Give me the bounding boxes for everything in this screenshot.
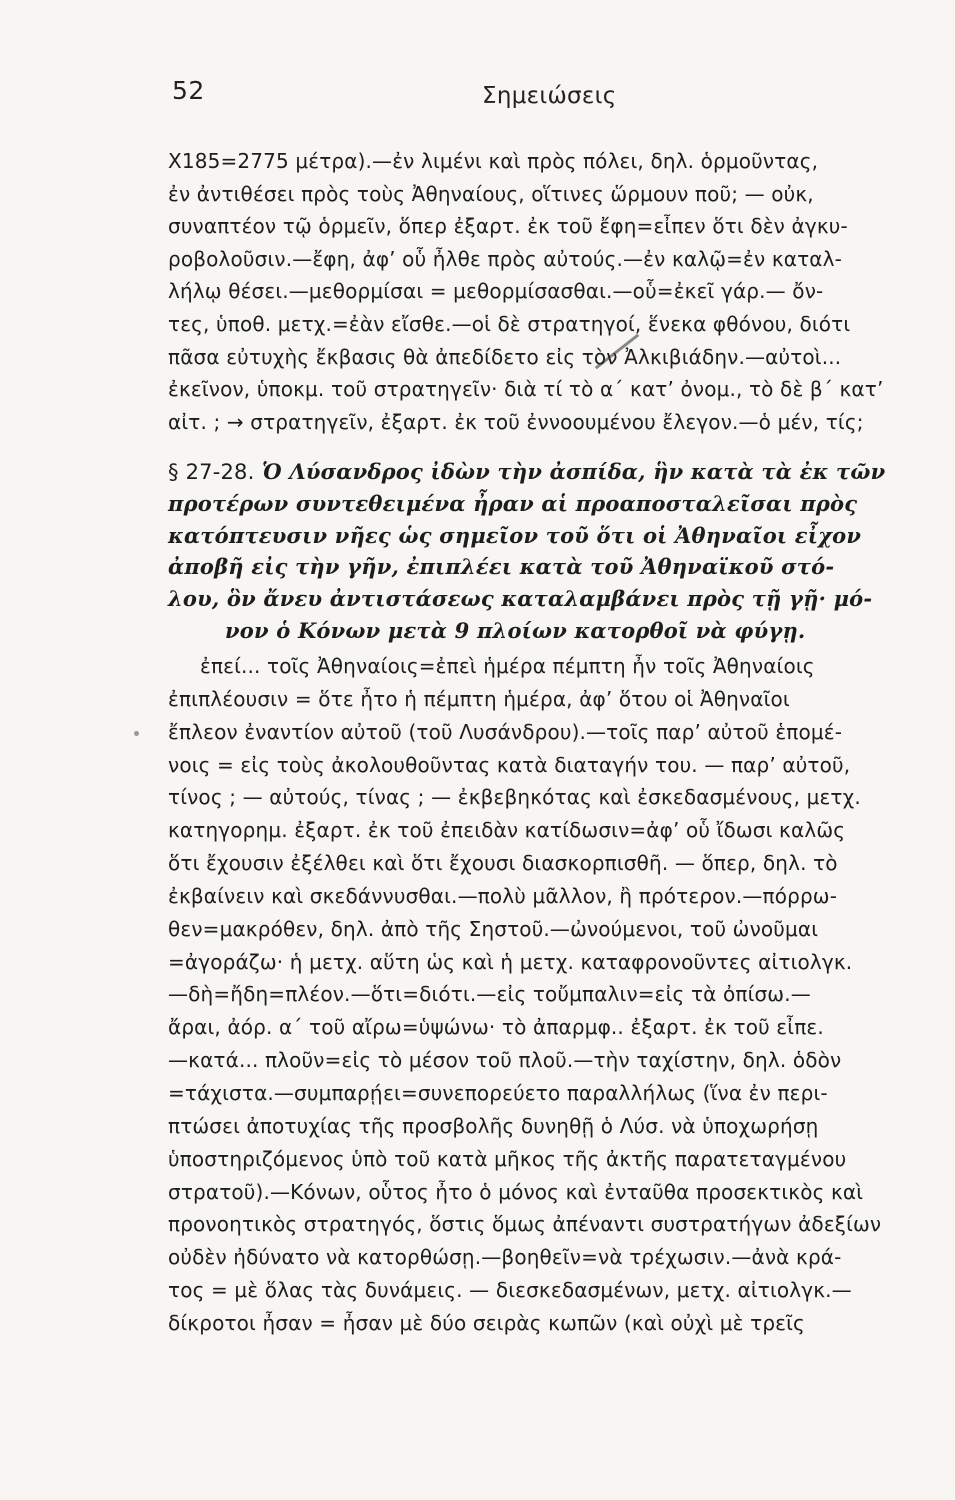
note-line: —κατά... πλοῦν=εἰς τὸ μέσον τοῦ πλοῦ.—τὴν ταχίστην, δηλ. ὁδὸν — [168, 1048, 842, 1073]
note-line: δίκροτοι ἦσαν = ἦσαν μὲ δύο σειρὰς κωπῶν (καὶ οὐχὶ μὲ τρεῖς — [168, 1310, 805, 1335]
notes-block-top — [168, 145, 910, 438]
note-line: πᾶσα εὐτυχὴς ἔκβασις θὰ ἀπεδίδετο εἰς τὸν Ἀλκιβιάδην.—αὐτοὶ... — [168, 344, 842, 369]
note-line: συναπτέον τῷ ὁρμεῖν, ὅπερ ἐξαρτ. ἐκ τοῦ ἔφη=εἶπεν ὅτι δὲν ἀγκυ- — [168, 214, 848, 239]
note-line: τίνος ; — αὐτούς, τίνας ; — ἐκβεβηκότας καὶ ἐσκεδασμένους, μετχ. — [168, 785, 861, 810]
running-head: Σημειώσεις — [482, 83, 617, 109]
note-line: ἐπεί... τοῖς Ἀθηναίοις=ἐπεὶ ἡμέρα πέμπτη ἦν τοῖς Ἀθηναίοις — [200, 654, 815, 678]
note-line: λήλῳ θέσει.—μεθορμίσαι = μεθορμίσασθαι.—οὗ=ἐκεῖ γάρ.— ὄν- — [168, 279, 824, 304]
note-line: ροβολοῦσιν.—ἔφη, ἀφ’ οὗ ἦλθε πρὸς αὐτούς.—ἐν καλῷ=ἐν καταλ- — [168, 246, 842, 271]
note-line: =τάχιστα.—συμπαρῄει=συνεπορεύετο παραλλήλως (ἵνα ἐν περι- — [168, 1080, 828, 1105]
summary-line: λου, ὃν ἄνευ ἀντιστάσεως καταλαμβάνει πρὸς τῇ γῇ· μό- — [168, 586, 873, 612]
note-line: Χ185=2775 μέτρα).—ἐν λιμένι καὶ πρὸς πόλει, δηλ. ὁρμοῦντας, — [168, 149, 819, 173]
summary-line: νον ὁ Κόνων μετὰ 9 πλοίων κατορθοῖ νὰ φύγῃ. — [225, 617, 806, 643]
note-line: ἄραι, ἀόρ. α΄ τοῦ αἴρω=ὑψώνω· τὸ ἀπαρμφ.. ἐξαρτ. ἐκ τοῦ εἶπε. — [168, 1015, 824, 1040]
note-line: κατηγορημ. ἐξαρτ. ἐκ τοῦ ἐπειδὰν κατίδωσιν=ἀφ’ οὗ ἴδωσι καλῶς — [168, 818, 846, 843]
summary-line: προτέρων συντεθειμένα ἦραν αἱ προαποσταλεῖσαι πρὸς — [168, 490, 858, 516]
note-line: προνοητικὸς στρατηγός, ὅστις ὅμως ἀπέναντι συστρατήγων ἀδεξίων — [168, 1212, 882, 1237]
note-line: τος = μὲ ὅλας τὰς δυνάμεις. — διεσκεδασμένων, μετχ. αἰτιολγκ.— — [168, 1278, 852, 1303]
note-line: ἐκεῖνον, ὑποκμ. τοῦ στρατηγεῖν· διὰ τί τὸ α΄ κατ’ ὀνομ., τὸ δὲ β΄ κατ’ — [168, 377, 884, 402]
note-line: =ἀγοράζω· ἡ μετχ. αὕτη ὡς καὶ ἡ μετχ. καταφρονοῦντες αἰτιολγκ. — [168, 949, 853, 974]
note-line: ἐν ἀντιθέσει πρὸς τοὺς Ἀθηναίους, οἵτινες ὥρμουν ποῦ; — οὐκ, — [168, 181, 814, 206]
summary-line: κατόπτευσιν νῆες ὡς σημεῖον τοῦ ὅτι οἱ Ἀθηναῖοι εἶχον — [168, 522, 862, 548]
note-line: ἔπλεον ἐναντίον αὐτοῦ (τοῦ Λυσάνδρου).—τοῖς παρ’ αὐτοῦ ἑπομέ- — [168, 719, 843, 744]
ink-spot — [134, 731, 139, 736]
note-line: ἐπιπλέουσιν = ὅτε ἦτο ἡ πέμπτη ἡμέρα, ἀφ’ ὅτου οἱ Ἀθηναῖοι — [168, 686, 790, 711]
note-line: —δὴ=ἤδη=πλέον.—ὅτι=διότι.—εἰς τοὔμπαλιν=εἰς τὰ ὀπίσω.— — [168, 982, 811, 1007]
note-line: ἐκβαίνειν καὶ σκεδάννυσθαι.—πολὺ μᾶλλον, ἢ πρότερον.—πόρρω- — [168, 883, 838, 908]
note-line: πτώσει ἀποτυχίας τῆς προσβολῆς δυνηθῇ ὁ Λύσ. νὰ ὑποχωρήσῃ — [168, 1113, 819, 1138]
section-number: § 27-28. — [168, 460, 255, 484]
note-line: οὐδὲν ἠδύνατο νὰ κατορθώσῃ.—βοηθεῖν=νὰ τρέχωσιν.—ἀνὰ κρά- — [168, 1245, 842, 1270]
note-line: θεν=μακρόθεν, δηλ. ἀπὸ τῆς Σηστοῦ.—ὠνούμενοι, τοῦ ὠνοῦμαι — [168, 916, 819, 941]
note-line: τες, ὑποθ. μετχ.=ἐὰν εἴσθε.—οἱ δὲ στρατηγοί, ἕνεκα φθόνου, διότι — [168, 311, 851, 336]
summary-line — [168, 456, 910, 488]
note-line: νοις = εἰς τοὺς ἀκολουθοῦντας κατὰ διαταγήν του. — παρ’ αὐτοῦ, — [168, 752, 851, 777]
section-summary — [168, 456, 910, 647]
summary-line: ἀποβῆ εἰς τὴν γῆν, ἐπιπλέει κατὰ τοῦ Ἀθηναϊκοῦ στό- — [168, 554, 835, 580]
page-number: 52 — [172, 76, 205, 105]
notes-block-bottom — [168, 650, 910, 1340]
summary-text: Ὁ Λύσανδρος ἰδὼν τὴν ἀσπίδα, ἣν κατὰ τὰ ἐκ τῶν — [262, 459, 886, 484]
note-line: αἰτ. ; → στρατηγεῖν, ἐξαρτ. ἐκ τοῦ ἐννοουμένου ἔλεγον.—ὁ μέν, τίς; — [168, 409, 864, 434]
note-line: στρατοῦ).—Κόνων, οὗτος ἦτο ὁ μόνος καὶ ἐνταῦθα προσεκτικὸς καὶ — [168, 1179, 864, 1204]
note-line: ὅτι ἔχουσιν ἐξέλθει καὶ ὅτι ἔχουσι διασκορπισθῆ. — ὅπερ, δηλ. τὸ — [168, 851, 838, 876]
note-line: ὑποστηριζόμενος ὑπὸ τοῦ κατὰ μῆκος τῆς ἀκτῆς παρατεταγμένου — [168, 1146, 847, 1171]
